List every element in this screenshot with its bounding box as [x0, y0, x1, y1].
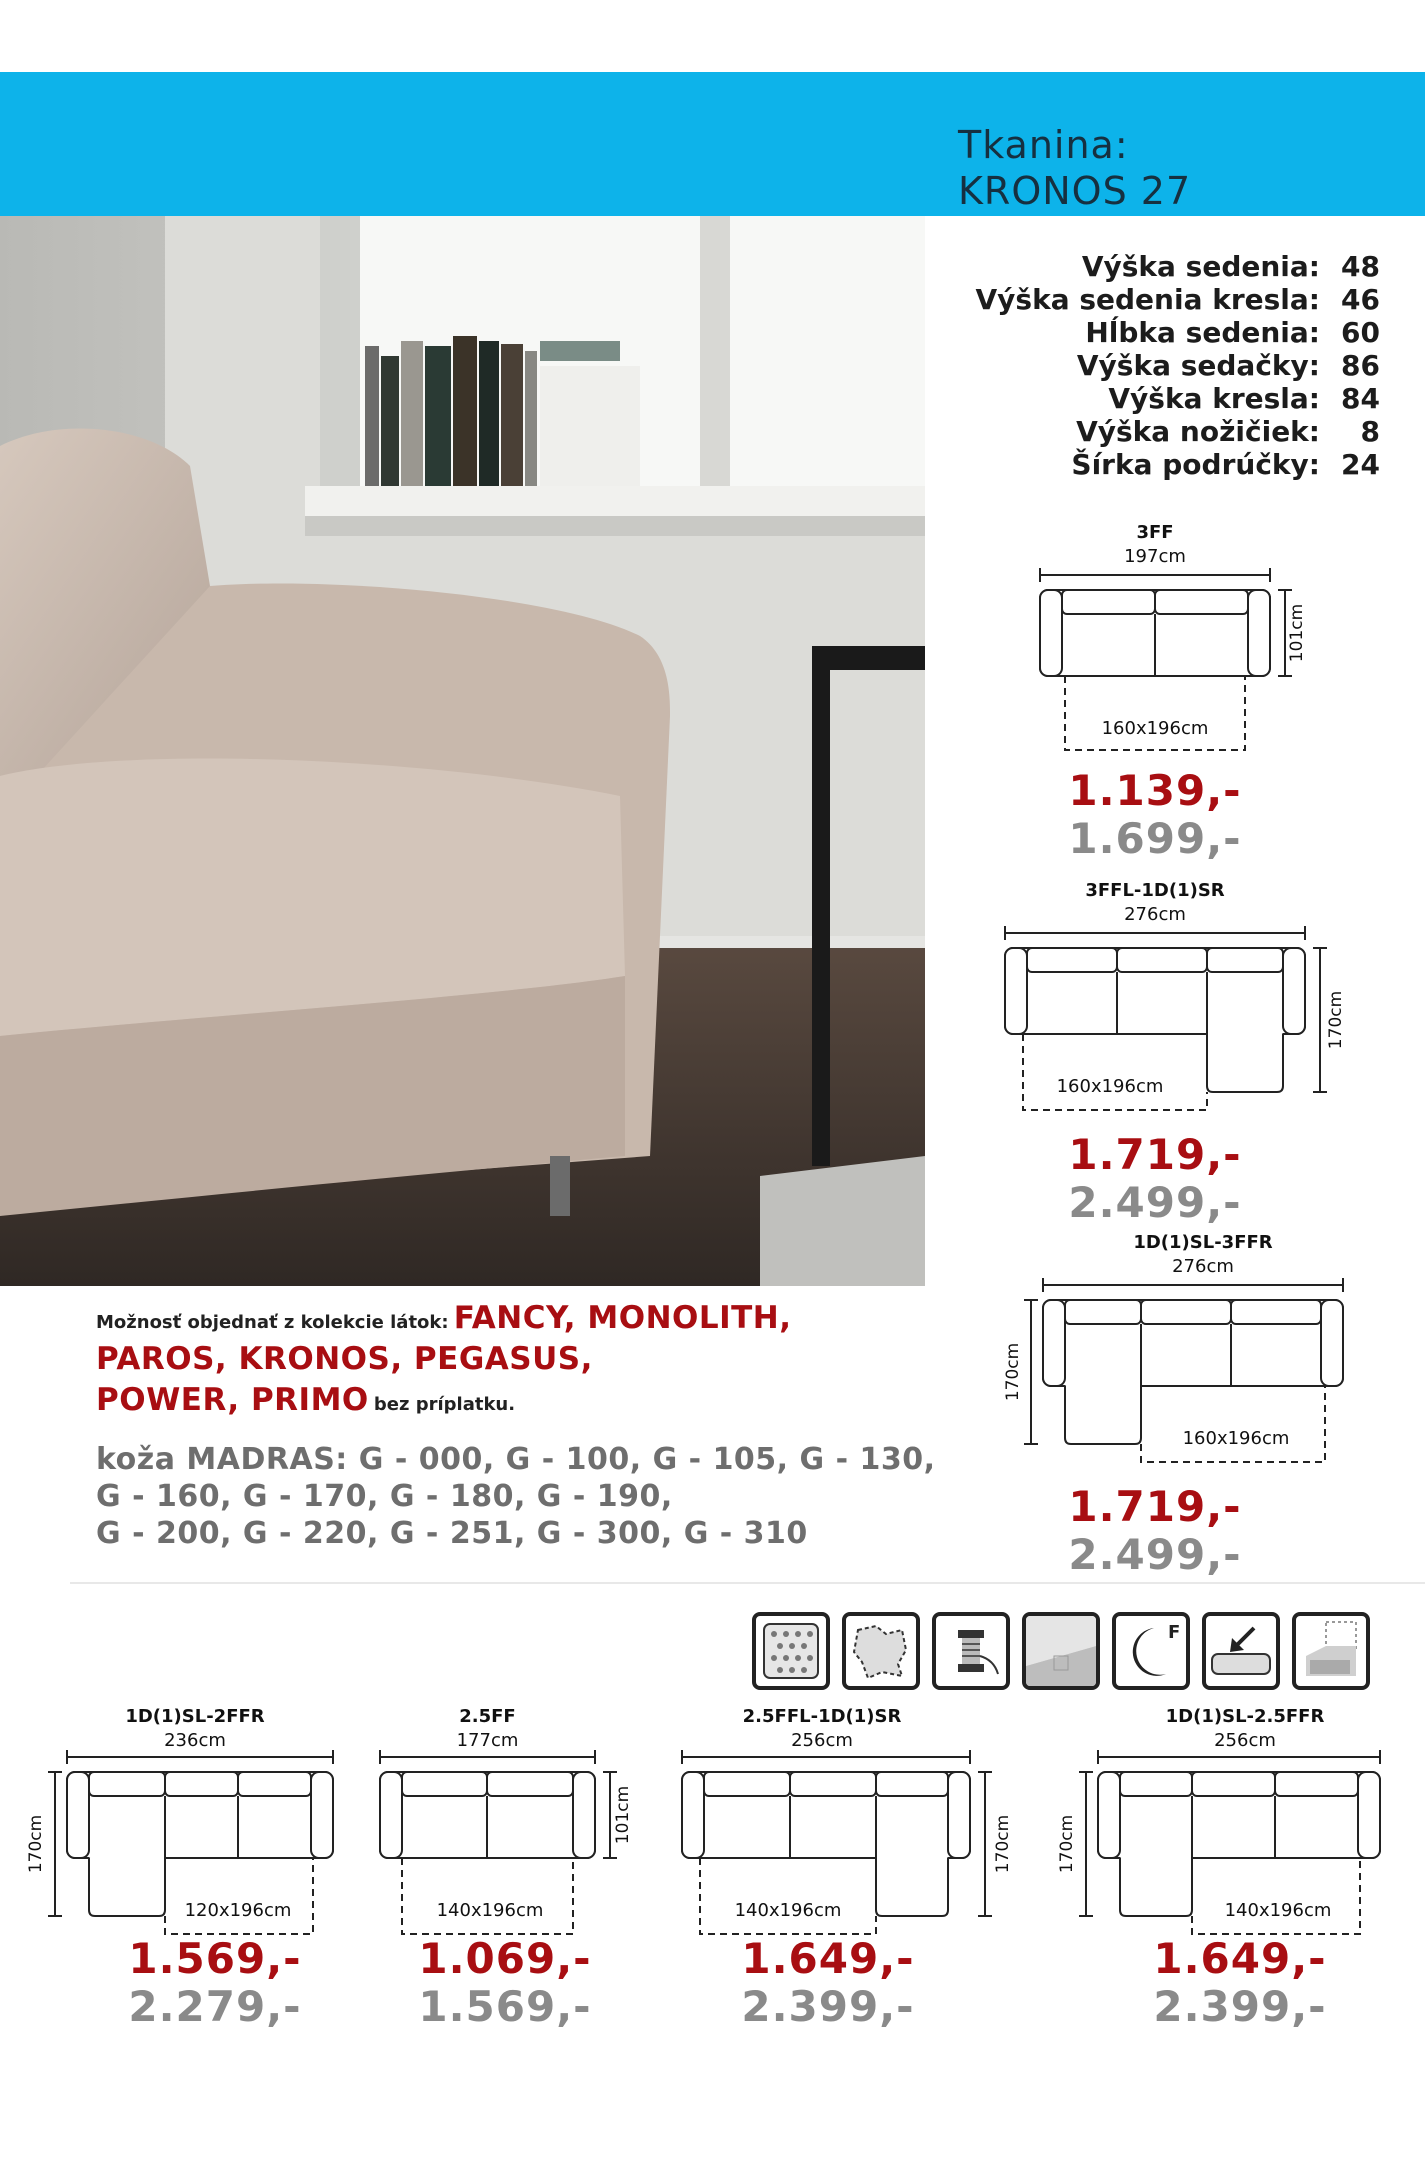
thread-spool-icon — [932, 1612, 1010, 1690]
dimension-row — [960, 250, 1380, 283]
price-regular: 2.399,- — [1153, 1982, 1327, 2031]
price-regular: 2.499,- — [1068, 1530, 1242, 1579]
price-sale: 1.719,- — [1068, 1130, 1242, 1179]
dimension-value: 60 — [1341, 316, 1380, 349]
fabrics-line-2: PAROS, KRONOS, PEGASUS, — [96, 1341, 593, 1377]
fabric-name: KRONOS 27 — [958, 169, 1192, 213]
section-divider — [70, 1582, 1425, 1584]
sofa-bed-size: 140x196cm — [734, 1900, 842, 1921]
sofa-name: 1D(1)SL-2FFR — [125, 1706, 265, 1727]
sofa-name: 3FFL-1D(1)SR — [1085, 880, 1225, 901]
sofa-name: 3FF — [1136, 522, 1174, 543]
dimensions-table — [960, 250, 1380, 481]
header-band — [0, 72, 1425, 216]
svg-text:F: F — [1168, 1622, 1181, 1643]
fabrics-line-3: POWER, PRIMO — [96, 1382, 369, 1418]
fabric-label: Tkanina: — [958, 123, 1129, 167]
sofa-1d1sl-3ffr-diagram — [1003, 1230, 1388, 1480]
fabric-options-line-2 — [96, 1341, 914, 1382]
sofa-depth: 101cm — [613, 1785, 633, 1845]
fabric-title — [958, 122, 1191, 214]
sofa-bed-size: 160x196cm — [1056, 1076, 1164, 1097]
sofa-3ff-diagram — [1030, 520, 1330, 760]
dimension-label: Výška kresla: — [1108, 382, 1320, 415]
sofa-name: 1D(1)SL-2.5FFR — [1165, 1706, 1325, 1727]
easy-pull-out-icon — [1202, 1612, 1280, 1690]
dimension-value: 86 — [1341, 349, 1380, 382]
dimension-row — [960, 415, 1380, 448]
sofa-depth: 170cm — [1003, 1342, 1023, 1402]
fabric-options-line-1 — [96, 1300, 914, 1341]
stain-resistant-icon — [1022, 1612, 1100, 1690]
sofa-bed-size: 160x196cm — [1182, 1428, 1290, 1449]
fabrics-line-1: FANCY, MONOLITH, — [453, 1300, 792, 1336]
sofa-depth: 170cm — [1057, 1814, 1077, 1874]
dimension-row — [960, 349, 1380, 382]
price-sale: 1.649,- — [1153, 1934, 1327, 1983]
dimension-label: Výška nožičiek: — [1076, 415, 1320, 448]
sofa-width: 197cm — [1124, 546, 1186, 567]
sofa-width: 276cm — [1172, 1256, 1234, 1277]
sofa-name: 2.5FF — [459, 1706, 516, 1727]
price-regular: 2.399,- — [741, 1982, 915, 2031]
dimension-row — [960, 448, 1380, 481]
sofa-photo-illustration — [0, 216, 925, 1286]
dimension-label: Výška sedačky: — [1076, 349, 1320, 382]
price-sale: 1.649,- — [741, 1934, 915, 1983]
sofa-1d1sl-3ffr — [1003, 1230, 1388, 1480]
dimension-value: 84 — [1341, 382, 1380, 415]
removable-cover-icon — [1292, 1612, 1370, 1690]
dimension-label: Šírka podrúčky: — [1071, 448, 1320, 481]
price-sale: 1.139,- — [1068, 766, 1242, 815]
sofa-name: 1D(1)SL-3FFR — [1133, 1232, 1273, 1253]
price-regular: 2.279,- — [128, 1982, 302, 2031]
price-regular: 1.569,- — [418, 1982, 592, 2031]
no-surcharge-note: bez príplatku. — [373, 1394, 516, 1415]
product-photo — [0, 216, 925, 1286]
fabric-texture-icon — [752, 1612, 830, 1690]
fabric-options-line-3 — [96, 1382, 914, 1423]
sofa-2-5ffl-1d1sr — [672, 1702, 1032, 1952]
sofa-depth: 170cm — [993, 1814, 1013, 1874]
dimension-value: 48 — [1341, 250, 1380, 283]
options-intro: Možnosť objednať z kolekcie látok: — [96, 1312, 449, 1333]
price-regular: 1.699,- — [1068, 814, 1242, 863]
sofa-1d1sl-2ffr-diagram — [25, 1702, 345, 1952]
night-sleep-function-icon — [1112, 1612, 1190, 1690]
sofa-1d1sl-2ffr — [25, 1702, 345, 1952]
sofa-3ffl-diagram — [995, 878, 1375, 1128]
dimension-label: Výška sedenia kresla: — [975, 283, 1320, 316]
sofa-2-5ffl-diagram — [672, 1702, 1032, 1952]
sofa-3ffl-1d1sr — [995, 878, 1375, 1128]
sofa-name: 2.5FFL-1D(1)SR — [742, 1706, 902, 1727]
price-sale: 1.719,- — [1068, 1482, 1242, 1531]
sofa-width: 177cm — [456, 1730, 519, 1751]
sofa-width: 276cm — [1124, 904, 1186, 925]
sofa-2-5ff — [370, 1702, 650, 1952]
sofa-bed-size: 120x196cm — [184, 1900, 292, 1921]
sofa-1d1sl-2-5ffr-diagram — [1050, 1702, 1420, 1952]
sofa-bed-size: 140x196cm — [1224, 1900, 1332, 1921]
dimension-row — [960, 316, 1380, 349]
sofa-width: 236cm — [164, 1730, 226, 1751]
dimension-label: Hĺbka sedenia: — [1085, 316, 1320, 349]
sofa-depth: 170cm — [1326, 990, 1346, 1050]
sofa-2-5ff-diagram — [370, 1702, 650, 1952]
sofa-bed-size: 160x196cm — [1101, 718, 1209, 739]
dimension-value: 8 — [1360, 415, 1380, 448]
sofa-depth: 170cm — [26, 1814, 46, 1874]
sofa-1d1sl-2-5ffr — [1050, 1702, 1420, 1952]
leather-hide-icon — [842, 1612, 920, 1690]
leather-line-2: G - 160, G - 170, G - 180, G - 190, — [96, 1479, 673, 1514]
price-sale: 1.069,- — [418, 1934, 592, 1983]
sofa-bed-size: 140x196cm — [436, 1900, 544, 1921]
dimension-value: 46 — [1341, 283, 1380, 316]
price-sale: 1.569,- — [128, 1934, 302, 1983]
dimension-row — [960, 283, 1380, 316]
dimension-label: Výška sedenia: — [1081, 250, 1320, 283]
leather-line-1: koža MADRAS: G - 000, G - 100, G - 105, G - 130, — [96, 1442, 936, 1477]
sofa-width: 256cm — [791, 1730, 853, 1751]
price-regular: 2.499,- — [1068, 1178, 1242, 1227]
leather-line-3: G - 200, G - 220, G - 251, G - 300, G - 310 — [96, 1516, 808, 1551]
dimension-value: 24 — [1341, 448, 1380, 481]
fabric-options-box — [70, 1286, 940, 1581]
sofa-width: 256cm — [1214, 1730, 1276, 1751]
sofa-depth: 101cm — [1287, 603, 1307, 663]
dimension-row — [960, 382, 1380, 415]
